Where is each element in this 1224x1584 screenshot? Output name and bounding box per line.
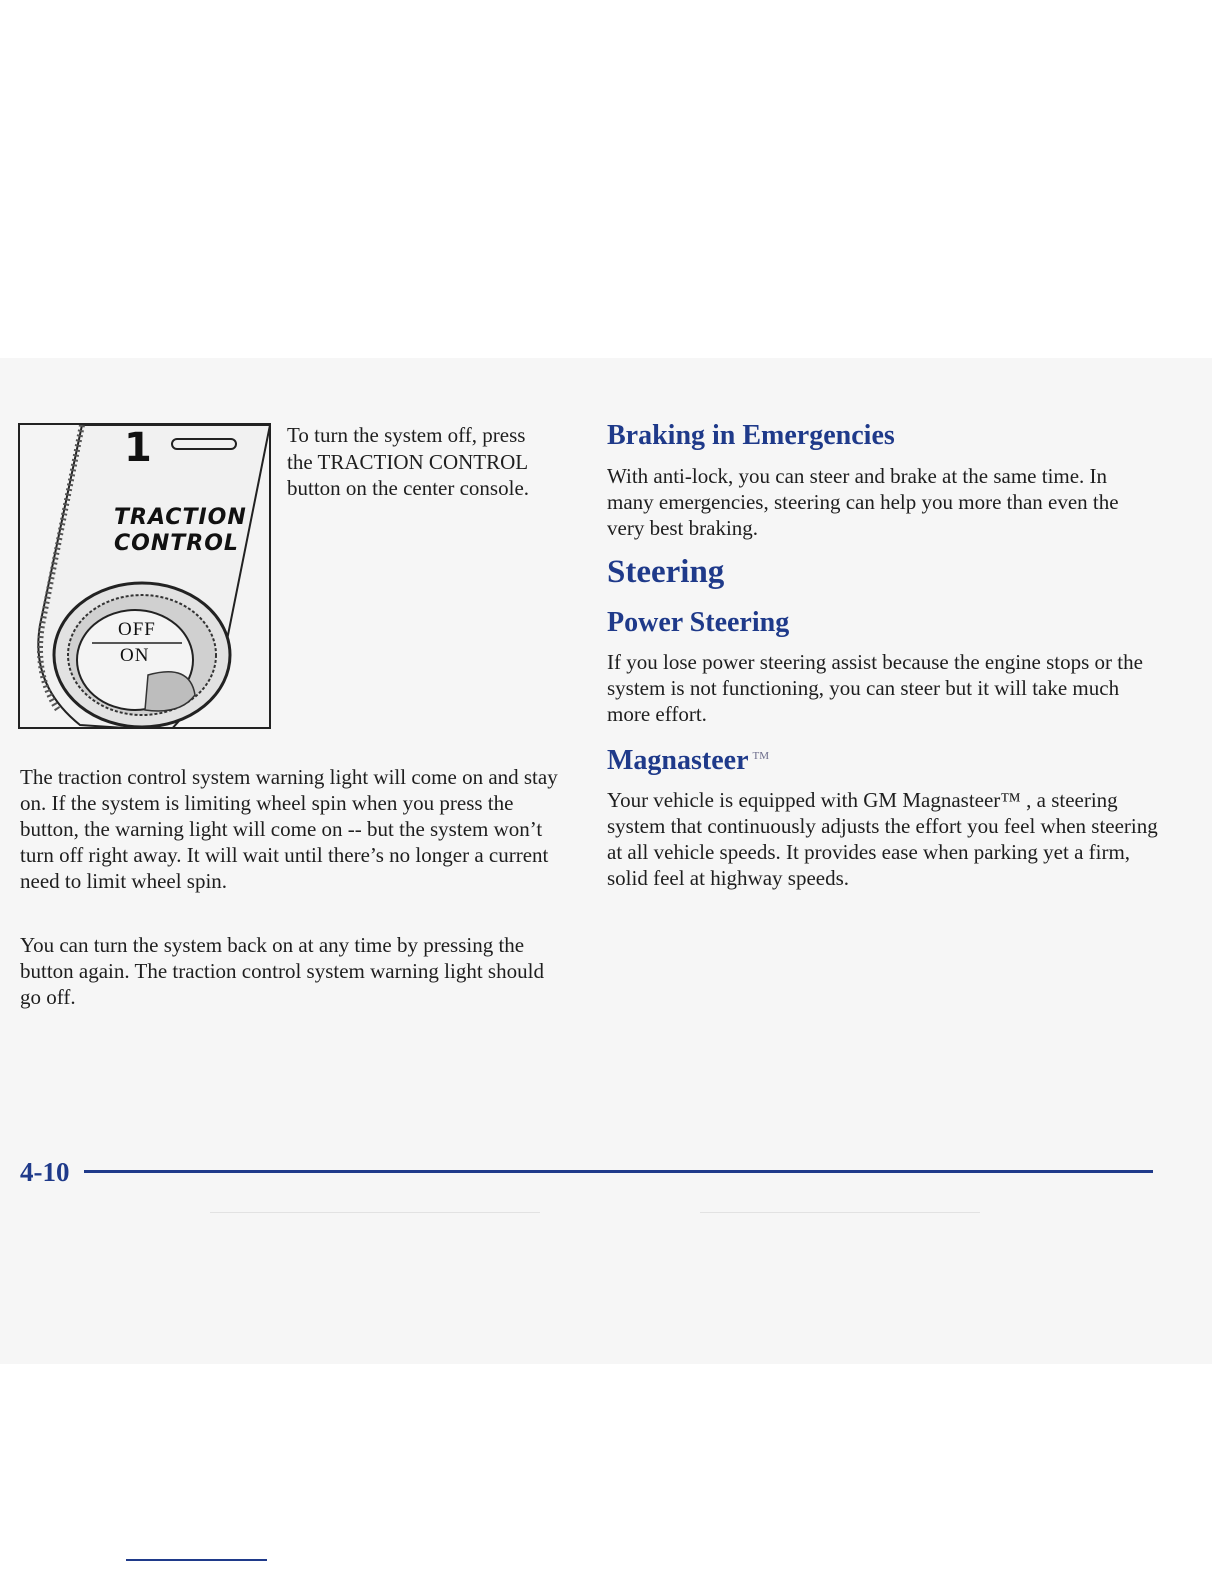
magnasteer-text: Your vehicle is equipped with GM Magnasteer™ , a steering system that continuously adjusts the effort you feel when steering at all vehicle speeds. It provides ease when parking yet a firm, solid feel at highway speeds. [607, 788, 1158, 890]
faint-rule-right [700, 1212, 980, 1213]
footer-rule [84, 1170, 1153, 1173]
magnasteer-heading-text: Magnasteer [607, 745, 749, 776]
warning-light-paragraph: The traction control system warning light will come on and stay on. If the system is limiting wheel spin when you press the button, the warning light will come on -- but the system won’t turn off right away. It will wait until there’s no longer a current need to limit wheel spin. [20, 765, 558, 893]
page-number: 4-10 [20, 1157, 70, 1187]
traction-label-line1: TRACTION [114, 505, 247, 530]
traction-control-illustration [18, 423, 271, 729]
power-steering-heading: Power Steering [607, 607, 790, 638]
bottom-rule [126, 1559, 267, 1561]
steering-heading: Steering [607, 554, 725, 590]
illustration-number: 1 [124, 425, 153, 471]
faint-rule-left [210, 1212, 540, 1213]
trademark-mark: TM [752, 749, 770, 762]
switch-off-label: OFF [118, 619, 156, 640]
braking-text: With anti-lock, you can steer and brake at the same time. In many emergencies, steering can help you more than even the very best braking. [607, 464, 1119, 540]
turn-back-on-paragraph: You can turn the system back on at any time by pressing the button again. The traction control system warning light should go off. [20, 933, 544, 1009]
switch-on-label: ON [120, 645, 150, 666]
traction-label-line2: CONTROL [114, 531, 239, 556]
indicator-slot-icon [172, 439, 236, 449]
magnasteer-heading [607, 745, 769, 777]
braking-heading: Braking in Emergencies [607, 420, 895, 451]
illustration-caption: To turn the system off, press the TRACTION CONTROL button on the center console. [287, 423, 530, 500]
power-steering-text: If you lose power steering assist because the engine stops or the system is not functioning, you can steer but it will take much more effort. [607, 650, 1143, 726]
